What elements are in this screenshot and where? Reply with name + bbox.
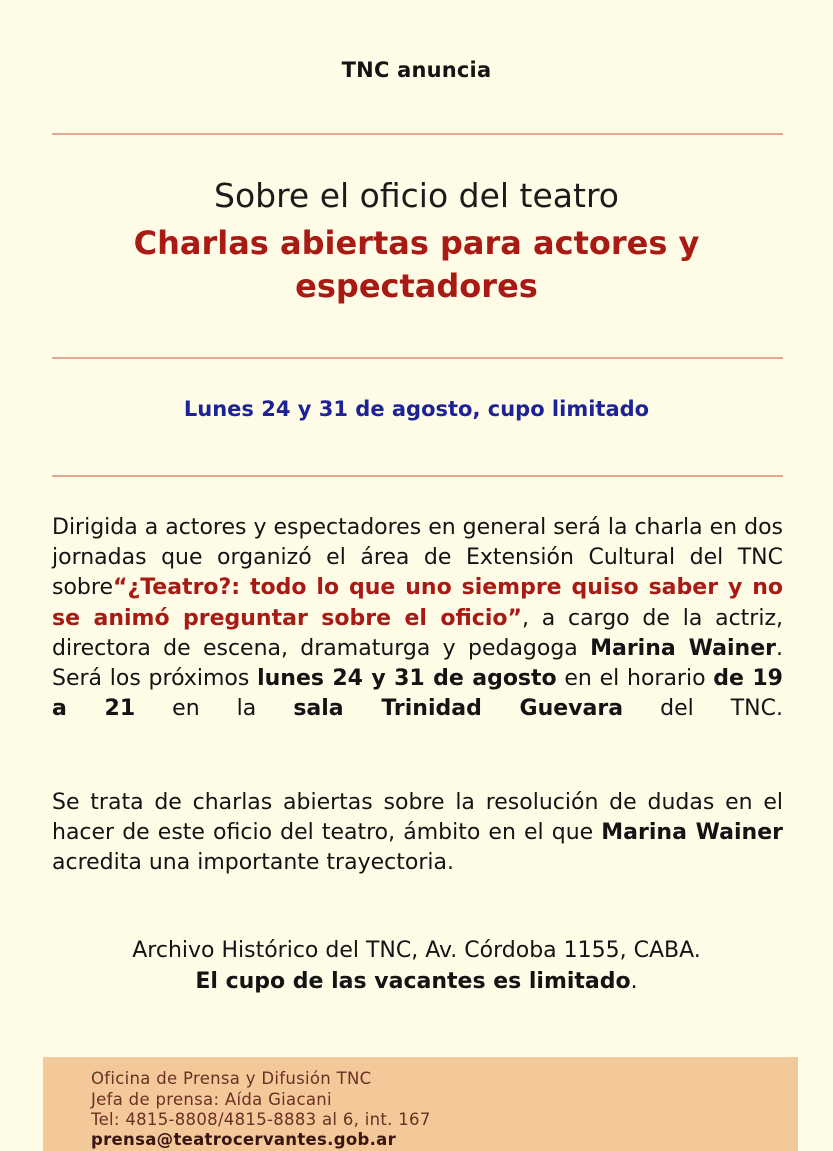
paragraph-text: acredita una importante trayectoria.	[52, 850, 454, 876]
paragraph-text: Dirigida a actores y espectadores en general será la charla en dos jornadas que organizó el área de Extensión Cultural del TNC sobre	[52, 515, 783, 601]
paragraph-text: del TNC.	[623, 696, 783, 722]
announce-heading: TNC anuncia	[341, 58, 492, 82]
limit-line	[0, 969, 833, 994]
paragraph-text: Se trata de charlas abiertas sobre la resolución de dudas en el hacer de este oficio del teatro, ámbito en el que	[52, 790, 783, 846]
divider	[52, 475, 783, 477]
limit-period: .	[630, 969, 638, 994]
speaker-name: Marina Wainer	[590, 635, 776, 661]
event-room: sala Trinidad Guevara	[293, 696, 624, 722]
press-email-link[interactable]: prensa@teatrocervantes.gob.ar	[91, 1130, 397, 1149]
talk-title-quote: “¿Teatro?: todo lo que uno siempre quiso saber y no se animó preguntar sobre el oficio”	[52, 575, 783, 631]
paragraph-text: . Será los próximos	[52, 635, 783, 692]
press-phone: Tel: 4815-8808/4815-8883 al 6, int. 167	[91, 1110, 431, 1129]
dates-line: Lunes 24 y 31 de agosto, cupo limitado	[183, 397, 650, 421]
event-subtitle: Sobre el oficio del teatro	[214, 176, 619, 215]
press-chief: Jefa de prensa: Aída Giacani	[91, 1090, 332, 1109]
event-title: Charlas abiertas para actores y espectadores	[133, 224, 700, 305]
paragraph-text: , a cargo de la actriz, directora de escena, dramaturga y pedagoga	[52, 605, 783, 661]
limit-text: El cupo de las vacantes es limitado	[195, 969, 631, 994]
speaker-name: Marina Wainer	[601, 820, 783, 846]
event-dates: lunes 24 y 31 de agosto	[257, 666, 557, 692]
paragraph-text: en el horario	[556, 666, 714, 692]
description-paragraph	[52, 513, 783, 724]
event-hours: de 19 a 21	[52, 666, 783, 722]
location-line: Archivo Histórico del TNC, Av. Córdoba 1155, CABA.	[132, 938, 701, 963]
press-office-footer	[43, 1057, 798, 1151]
detail-paragraph	[52, 788, 783, 879]
press-office-name: Oficina de Prensa y Difusión TNC	[91, 1069, 372, 1088]
paragraph-text: en la	[135, 696, 294, 722]
divider	[52, 357, 783, 359]
divider	[52, 133, 783, 135]
